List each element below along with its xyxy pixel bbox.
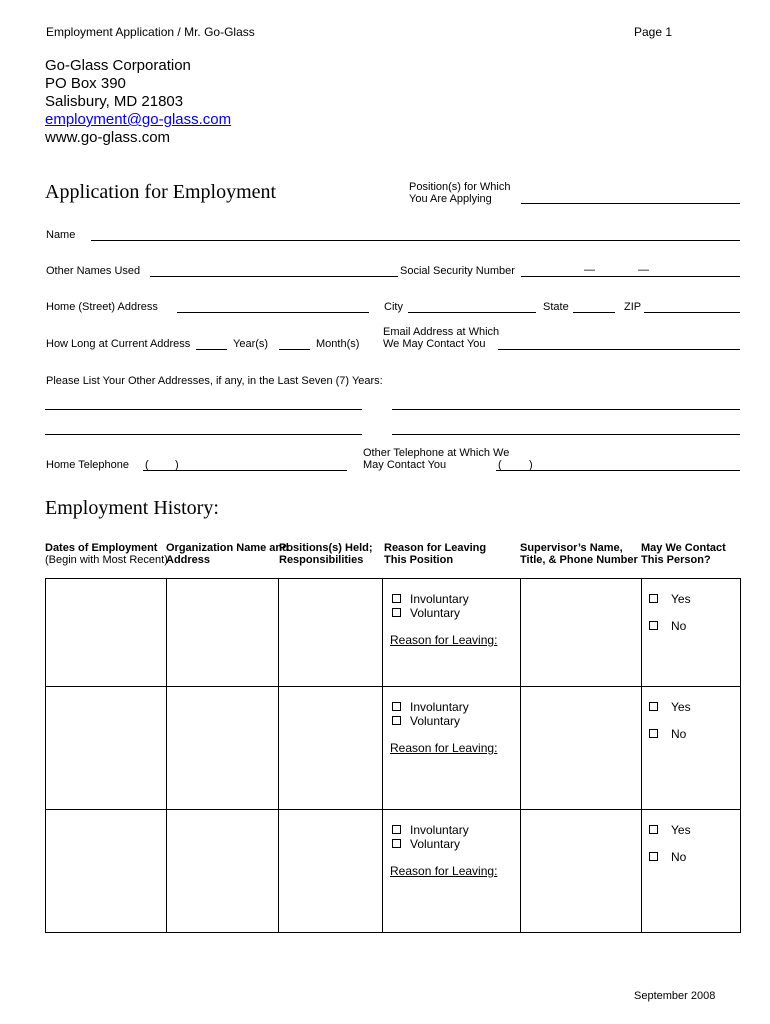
yes-label: Yes [671,823,691,837]
col-reason-header: Reason for Leaving [384,542,487,554]
ssn-label: Social Security Number [400,265,515,277]
home-phone-input-line[interactable] [143,470,347,471]
table-row [46,810,741,933]
no-label: No [671,727,687,741]
employment-history-title: Employment History: [45,497,219,519]
reason-for-leaving-label: Reason for Leaving: [390,633,498,647]
home-phone-paren-close: ) [175,459,179,471]
yes-checkbox[interactable] [649,594,658,603]
dates-cell[interactable] [46,579,167,687]
document-header-title: Employment Application / Mr. Go-Glass [46,25,255,39]
name-input-line[interactable] [91,240,740,241]
no-checkbox[interactable] [649,852,658,861]
reason-for-leaving-label: Reason for Leaving: [390,741,498,755]
supervisor-cell[interactable] [521,810,642,933]
col-organization-header: Organization Name and [166,542,289,554]
voluntary-checkbox[interactable] [392,839,401,848]
ssn-input-line[interactable] [521,276,740,277]
voluntary-label: Voluntary [410,837,461,851]
reason-cell [383,810,521,933]
col-dates-subheader: (Begin with Most Recent) [45,554,168,566]
yes-label: Yes [671,592,691,606]
supervisor-cell[interactable] [521,687,642,810]
positions-cell[interactable] [279,687,383,810]
other-addresses-label: Please List Your Other Addresses, if any, in the Last Seven (7) Years: [46,375,383,387]
dates-cell[interactable] [46,687,167,810]
organization-cell[interactable] [167,687,279,810]
years-input-line[interactable] [196,349,227,350]
state-input-line[interactable] [573,312,615,313]
positions-cell[interactable] [279,579,383,687]
col-contact-subheader: This Person? [641,554,711,566]
positions-cell[interactable] [279,810,383,933]
no-checkbox[interactable] [649,729,658,738]
years-label: Year(s) [233,338,269,350]
other-address-line-2a[interactable] [45,434,362,435]
reason-cell [383,687,521,810]
employment-history-table [45,578,741,933]
email-input-line[interactable] [498,349,740,350]
other-phone-label-line1: Other Telephone at Which We [363,447,510,459]
organization-cell[interactable] [167,810,279,933]
contact-cell [642,687,741,810]
other-address-line-1b[interactable] [392,409,740,410]
other-names-label: Other Names Used [46,265,141,277]
other-phone-paren-open: ( [498,459,502,471]
other-phone-input-line[interactable] [496,470,740,471]
col-positions-header: Positions(s) Held; [279,542,373,554]
positions-label-line2: You Are Applying [409,193,492,205]
yes-checkbox[interactable] [649,825,658,834]
involuntary-checkbox[interactable] [392,825,401,834]
voluntary-checkbox[interactable] [392,608,401,617]
table-row [46,687,741,810]
other-address-line-2b[interactable] [392,434,740,435]
city-input-line[interactable] [408,312,536,313]
col-organization-subheader: Address [166,554,211,566]
involuntary-checkbox[interactable] [392,702,401,711]
col-supervisor-header: Supervisor’s Name, [520,542,623,554]
company-website: www.go-glass.com [45,129,171,146]
other-address-line-1a[interactable] [45,409,362,410]
company-email-link[interactable]: employment@go-glass.com [45,111,232,128]
company-address-line2: Salisbury, MD 21803 [45,93,184,110]
involuntary-label: Involuntary [410,592,469,606]
other-phone-paren-close: ) [529,459,533,471]
home-address-input-line[interactable] [177,312,369,313]
zip-label: ZIP [624,301,642,313]
involuntary-label: Involuntary [410,823,469,837]
how-long-label: How Long at Current Address [46,338,191,350]
home-phone-label: Home Telephone [46,459,129,471]
company-address-line1: PO Box 390 [45,75,126,92]
reason-cell [383,579,521,687]
positions-input-line[interactable] [521,203,740,204]
col-positions-subheader: Responsibilities [279,554,364,566]
contact-cell [642,579,741,687]
voluntary-checkbox[interactable] [392,716,401,725]
col-supervisor-subheader: Title, & Phone Number [520,554,638,566]
no-checkbox[interactable] [649,621,658,630]
table-row [46,579,741,687]
involuntary-label: Involuntary [410,700,469,714]
voluntary-label: Voluntary [410,606,461,620]
home-phone-paren-open: ( [145,459,149,471]
state-label: State [543,301,569,313]
page-number: Page 1 [634,25,673,39]
no-label: No [671,850,687,864]
other-names-input-line[interactable] [150,276,398,277]
organization-cell[interactable] [167,579,279,687]
no-label: No [671,619,687,633]
voluntary-label: Voluntary [410,714,461,728]
company-name: Go-Glass Corporation [45,57,191,74]
col-contact-header: May We Contact [641,542,726,554]
months-label: Month(s) [316,338,360,350]
col-reason-subheader: This Position [384,554,454,566]
months-input-line[interactable] [279,349,310,350]
email-label-line2: We May Contact You [383,338,486,350]
yes-checkbox[interactable] [649,702,658,711]
name-label: Name [46,229,76,241]
zip-input-line[interactable] [644,312,740,313]
contact-cell [642,810,741,933]
yes-label: Yes [671,700,691,714]
application-title: Application for Employment [45,181,277,203]
other-phone-label-line2: May Contact You [363,459,447,471]
city-label: City [384,301,403,313]
ssn-dash-2: — [638,264,649,276]
positions-label-line1: Position(s) for Which [409,181,511,193]
involuntary-checkbox[interactable] [392,594,401,603]
footer-date: September 2008 [634,990,716,1002]
col-dates-header: Dates of Employment [45,542,158,554]
reason-for-leaving-label: Reason for Leaving: [390,864,498,878]
ssn-dash-1: — [584,264,595,276]
dates-cell[interactable] [46,810,167,933]
supervisor-cell[interactable] [521,579,642,687]
email-label-line1: Email Address at Which [383,326,500,338]
home-address-label: Home (Street) Address [46,301,158,313]
